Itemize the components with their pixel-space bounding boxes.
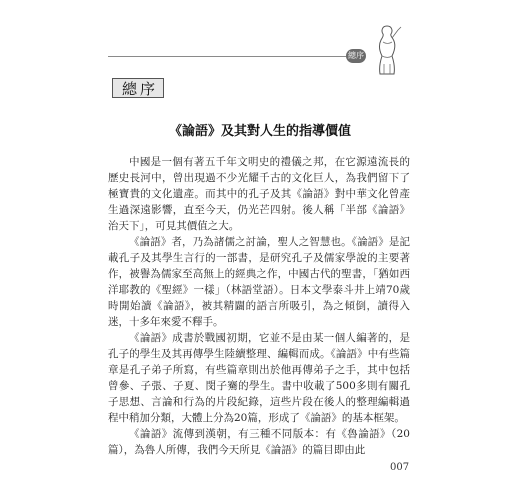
section-label: 總序	[112, 78, 164, 98]
paragraph: 《論語》流傳到漢朝，有三種不同版本：有《魯論語》（20篇），為魯人所傳，我們今天所見《論語》的篇目即由此	[108, 428, 410, 456]
paragraph: 《論語》成書於戰國初期，它並不是由某一個人編著的，是孔子的學生及其再傳學生陸續整理、編輯而成。《論語》中有些篇章是孔子弟子所寫，有些篇章則出於他再傳弟子之手，其中包括曾參、子張、子夏、閔子騫的學生。書中收載了500多則有關孔子思想、言論和行為的片段紀錄，這些片段在後人的整理編輯過程中稍加分類，大體上分為20篇，形成了《論語》的基本框架。	[108, 332, 410, 424]
figurine-illustration-icon	[368, 22, 406, 78]
paragraph: 《論語》者，乃為諸儒之討論，聖人之智慧也。《論語》是記載孔子及其學生言行的一部書，是研究孔子及儒家學說的主要著作，被譽為儒家至高無上的經典之作，中國古代的聖書，「猶如西洋耶教的《聖經》一樣」（林語堂語）。日本文學泰斗井上靖70歲時開始讀《論語》，被其精闢的語言所吸引，為之傾倒，讀得入迷，十多年來愛不釋手。	[108, 236, 410, 328]
header-rule	[108, 56, 348, 57]
article-body	[108, 154, 410, 458]
page-number: 007	[390, 462, 410, 473]
running-header-badge: 總序	[346, 49, 366, 63]
paragraph: 中國是一個有著五千年文明史的禮儀之邦，在它源遠流長的歷史長河中，曾出現過不少光耀千古的文化巨人，為我們留下了極寶貴的文化遺產。而其中的孔子及其《論語》對中華文化曾產生過深遠影響，直至今天，仍光芒四射。後人稱「半部《論語》治天下」，可見其價值之大。	[108, 156, 410, 232]
article-title: 《論語》及其對人生的指導價值	[168, 124, 351, 139]
